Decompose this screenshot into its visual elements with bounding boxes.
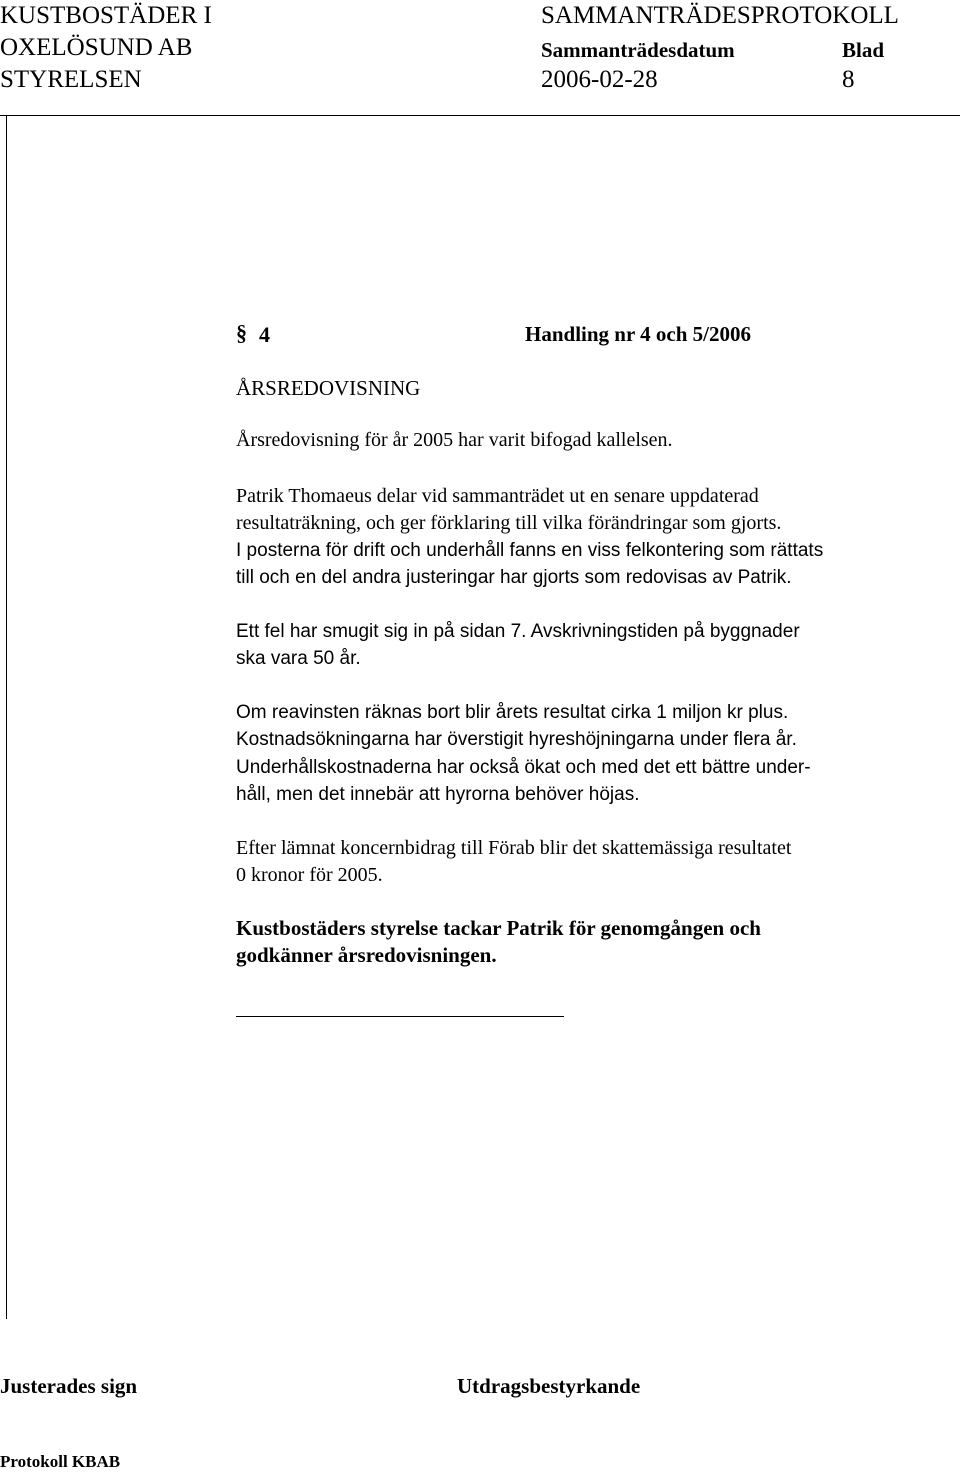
section-title: ÅRSREDOVISNING bbox=[236, 376, 421, 400]
paragraph-4-line4: håll, men det innebär att hyrorna behöver höjas. bbox=[236, 784, 640, 805]
utdragsbestyrkande-label: Utdragsbestyrkande bbox=[457, 1374, 641, 1398]
paragraph-4-line3: Underhållskostnaderna har också ökat och med det ett bättre under- bbox=[236, 757, 811, 778]
paragraph-1: Årsredovisning för år 2005 har varit bifogad kallelsen. bbox=[236, 429, 673, 451]
paragraph-2-line4: till och en del andra justeringar har gjorts som redovisas av Patrik. bbox=[236, 567, 792, 588]
section-end-line bbox=[236, 1016, 564, 1017]
section-sign: § bbox=[236, 320, 247, 345]
handling-reference: Handling nr 4 och 5/2006 bbox=[525, 322, 751, 346]
page-label: Blad bbox=[842, 38, 885, 62]
decision-line2: godkänner årsredovisningen. bbox=[236, 943, 497, 967]
paragraph-5-line1: Efter lämnat koncernbidrag till Förab blir det skattemässiga resultatet bbox=[236, 837, 792, 859]
organization-name-line3: STYRELSEN bbox=[0, 66, 142, 93]
paragraph-3-line2: ska vara 50 år. bbox=[236, 648, 361, 669]
paragraph-4-line1: Om reavinsten räknas bort blir årets resultat cirka 1 miljon kr plus. bbox=[236, 702, 789, 723]
document-type: SAMMANTRÄDESPROTOKOLL bbox=[541, 2, 899, 29]
paragraph-4-line2: Kostnadsökningarna har överstigit hyreshöjningarna under flera år. bbox=[236, 729, 797, 750]
protokoll-label: Protokoll KBAB bbox=[0, 1452, 121, 1471]
justerades-sign-label: Justerades sign bbox=[0, 1374, 138, 1398]
meeting-date: 2006-02-28 bbox=[541, 66, 658, 93]
paragraph-3-line1: Ett fel har smugit sig in på sidan 7. Avskrivningstiden på byggnader bbox=[236, 621, 800, 642]
organization-name-line1: KUSTBOSTÄDER I bbox=[0, 2, 212, 29]
frame-left-line bbox=[6, 116, 7, 1319]
paragraph-2-line3: I posterna för drift och underhåll fanns en viss felkontering som rättats bbox=[236, 540, 824, 561]
paragraph-2-line1: Patrik Thomaeus delar vid sammanträdet ut en senare uppdaterad bbox=[236, 485, 759, 507]
frame-top-line bbox=[0, 115, 960, 116]
date-label: Sammanträdesdatum bbox=[541, 38, 735, 62]
paragraph-5-line2: 0 kronor för 2005. bbox=[236, 864, 383, 886]
organization-name-line2: OXELÖSUND AB bbox=[0, 34, 193, 61]
section-number: 4 bbox=[259, 322, 270, 347]
paragraph-2-line2: resultaträkning, och ger förklaring till vilka förändringar som gjorts. bbox=[236, 512, 782, 534]
page-number: 8 bbox=[842, 66, 855, 93]
decision-line1: Kustbostäders styrelse tackar Patrik för genomgången och bbox=[236, 916, 761, 940]
